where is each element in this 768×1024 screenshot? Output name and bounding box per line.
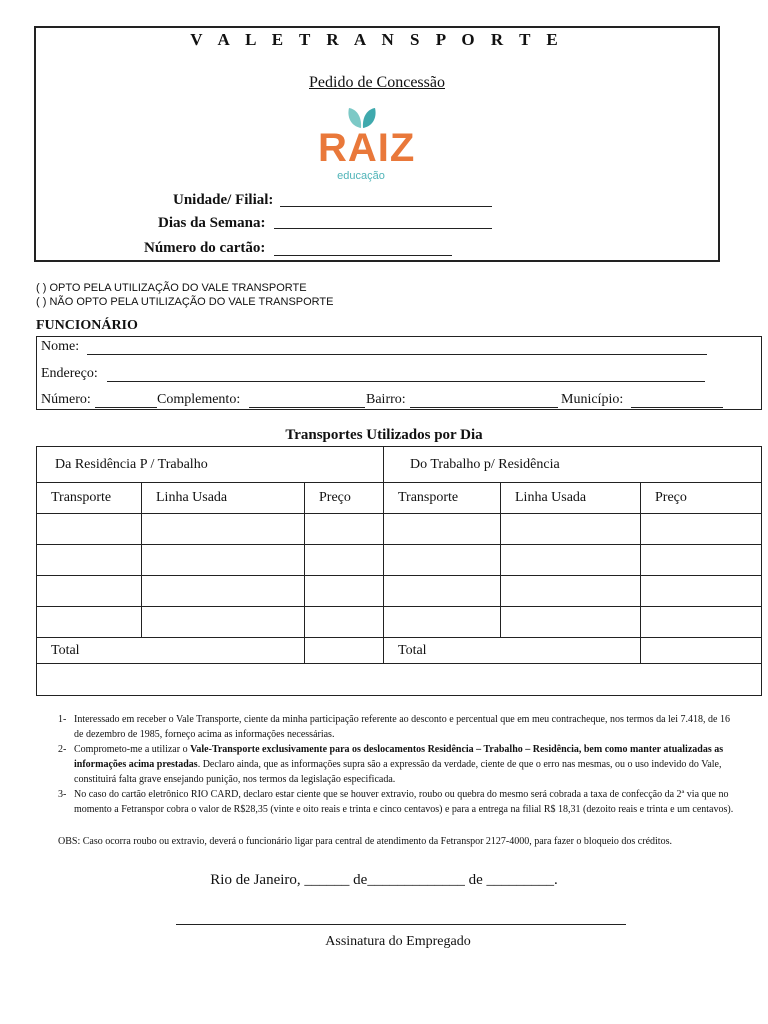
col-preco: Preço (641, 483, 762, 514)
table-row (37, 514, 762, 545)
term-text: Interessado em receber o Vale Transporte, ciente da minha participação referente ao desconto e percentual que em meu contracheque, nos termos da lei 7.418, de 16 de dezembro de 1985, forneço acima as informações necessárias. (74, 714, 730, 740)
complemento-field[interactable] (249, 407, 365, 408)
col-linha-usada: Linha Usada (501, 483, 641, 514)
dias-label: Dias da Semana: (158, 215, 266, 231)
signature-label: Assinatura do Empregado (325, 934, 471, 949)
term-number: 1- (58, 714, 67, 725)
term-text: Comprometo-me a utilizar o (74, 744, 191, 755)
table-cell[interactable] (305, 607, 384, 638)
table-cell[interactable] (37, 545, 142, 576)
term-text-bold: Vale-Transporte exclusivamente para os deslocamentos Residência – Trabalho – Residência, bem como manter atualizadas as informações acima prestadas (74, 744, 724, 770)
municipio-label: Município: (561, 392, 624, 407)
table-cell[interactable] (305, 545, 384, 576)
endereco-field[interactable] (107, 381, 705, 382)
residence-to-work-header: Da Residência P / Trabalho (37, 447, 384, 483)
term-number: 3- (58, 789, 67, 800)
table-cell[interactable] (142, 607, 305, 638)
transport-title: Transportes Utilizados por Dia (285, 427, 483, 443)
table-cell[interactable] (37, 576, 142, 607)
signature-line[interactable] (176, 924, 626, 925)
table-row (37, 545, 762, 576)
table-cell[interactable] (641, 545, 762, 576)
dias-field[interactable] (274, 228, 492, 229)
table-cell[interactable] (384, 545, 501, 576)
numero-field[interactable] (95, 407, 157, 408)
bairro-label: Bairro: (366, 392, 406, 407)
term-text: No caso do cartão eletrônico RIO CARD, declaro estar ciente que se houver extravio, roubo ou quebra do mesmo será cobrada a taxa de confecção da 2ª via que no momento a Fetranspor cobra o valor de R$28,35 (vinte e oito reais e trinta e cinco centavos) e para a entrega na filial R$ 18,31 (dezoito reais e trinta e um centavos). (74, 789, 734, 815)
table-cell[interactable] (142, 514, 305, 545)
transport-table (36, 446, 762, 696)
document-subtitle: Pedido de Concessão (309, 74, 445, 91)
obs-note: OBS: Caso ocorra roubo ou extravio, deverá o funcionário ligar para central de atendimento da Fetranspor 2127-4000, para fazer o bloqueio dos créditos. (58, 836, 672, 847)
table-cell[interactable] (384, 576, 501, 607)
table-row (37, 576, 762, 607)
complemento-label: Complemento: (157, 392, 241, 407)
table-cell[interactable] (384, 514, 501, 545)
total-label: Total (384, 638, 641, 664)
endereco-label: Endereço: (41, 366, 98, 381)
table-cell[interactable] (142, 576, 305, 607)
table-cell[interactable] (37, 607, 142, 638)
raiz-logo (318, 106, 416, 186)
unidade-field[interactable] (280, 206, 492, 207)
nome-label: Nome: (41, 339, 80, 354)
table-notes-row[interactable] (37, 664, 762, 696)
logo-wordmark: RAIZ (318, 126, 416, 170)
term-item (58, 742, 738, 787)
bairro-field[interactable] (410, 407, 558, 408)
table-row (37, 607, 762, 638)
table-cell[interactable] (501, 514, 641, 545)
total-label: Total (37, 638, 305, 664)
logo-subtext: educação (337, 170, 385, 182)
table-cell[interactable] (641, 607, 762, 638)
nome-field[interactable] (87, 354, 707, 355)
total-value-left[interactable] (305, 638, 384, 664)
col-preco: Preço (305, 483, 384, 514)
table-cell[interactable] (37, 514, 142, 545)
col-transporte: Transporte (37, 483, 142, 514)
numero-label: Número: (41, 392, 91, 407)
table-cell[interactable] (641, 514, 762, 545)
employee-box (36, 336, 762, 410)
table-cell[interactable] (142, 545, 305, 576)
work-to-residence-header: Do Trabalho p/ Residência (384, 447, 762, 483)
cartao-label: Número do cartão: (144, 240, 266, 256)
term-item (58, 787, 738, 817)
place-date-line[interactable]: Rio de Janeiro, ______ de_____________ de _________. (210, 872, 558, 888)
table-cell[interactable] (501, 576, 641, 607)
col-linha-usada: Linha Usada (142, 483, 305, 514)
cartao-field[interactable] (274, 255, 452, 256)
table-cell[interactable] (501, 545, 641, 576)
table-cell[interactable] (641, 576, 762, 607)
table-cell[interactable] (305, 514, 384, 545)
term-number: 2- (58, 744, 67, 755)
table-cell[interactable] (384, 607, 501, 638)
term-item (58, 712, 738, 742)
document-title: V A L E T R A N S P O R T E (190, 30, 564, 49)
header-box (34, 26, 720, 262)
term-text: . Declaro ainda, que as informações supra são a expressão da verdade, ciente de que o erro nas mesmas, ou o uso indevido do Vale, constituirá falta grave ensejando punição, nos termos da legislação especificada. (74, 759, 722, 785)
municipio-field[interactable] (631, 407, 723, 408)
table-cell[interactable] (305, 576, 384, 607)
terms-list (58, 712, 738, 817)
unidade-label: Unidade/ Filial: (173, 192, 274, 208)
opt-in-checkbox[interactable]: ( ) OPTO PELA UTILIZAÇÃO DO VALE TRANSPORTE (36, 282, 307, 294)
total-value-right[interactable] (641, 638, 762, 664)
col-transporte: Transporte (384, 483, 501, 514)
table-cell[interactable] (501, 607, 641, 638)
opt-out-checkbox[interactable]: ( ) NÃO OPTO PELA UTILIZAÇÃO DO VALE TRANSPORTE (36, 296, 334, 308)
employee-heading: FUNCIONÁRIO (36, 318, 138, 333)
